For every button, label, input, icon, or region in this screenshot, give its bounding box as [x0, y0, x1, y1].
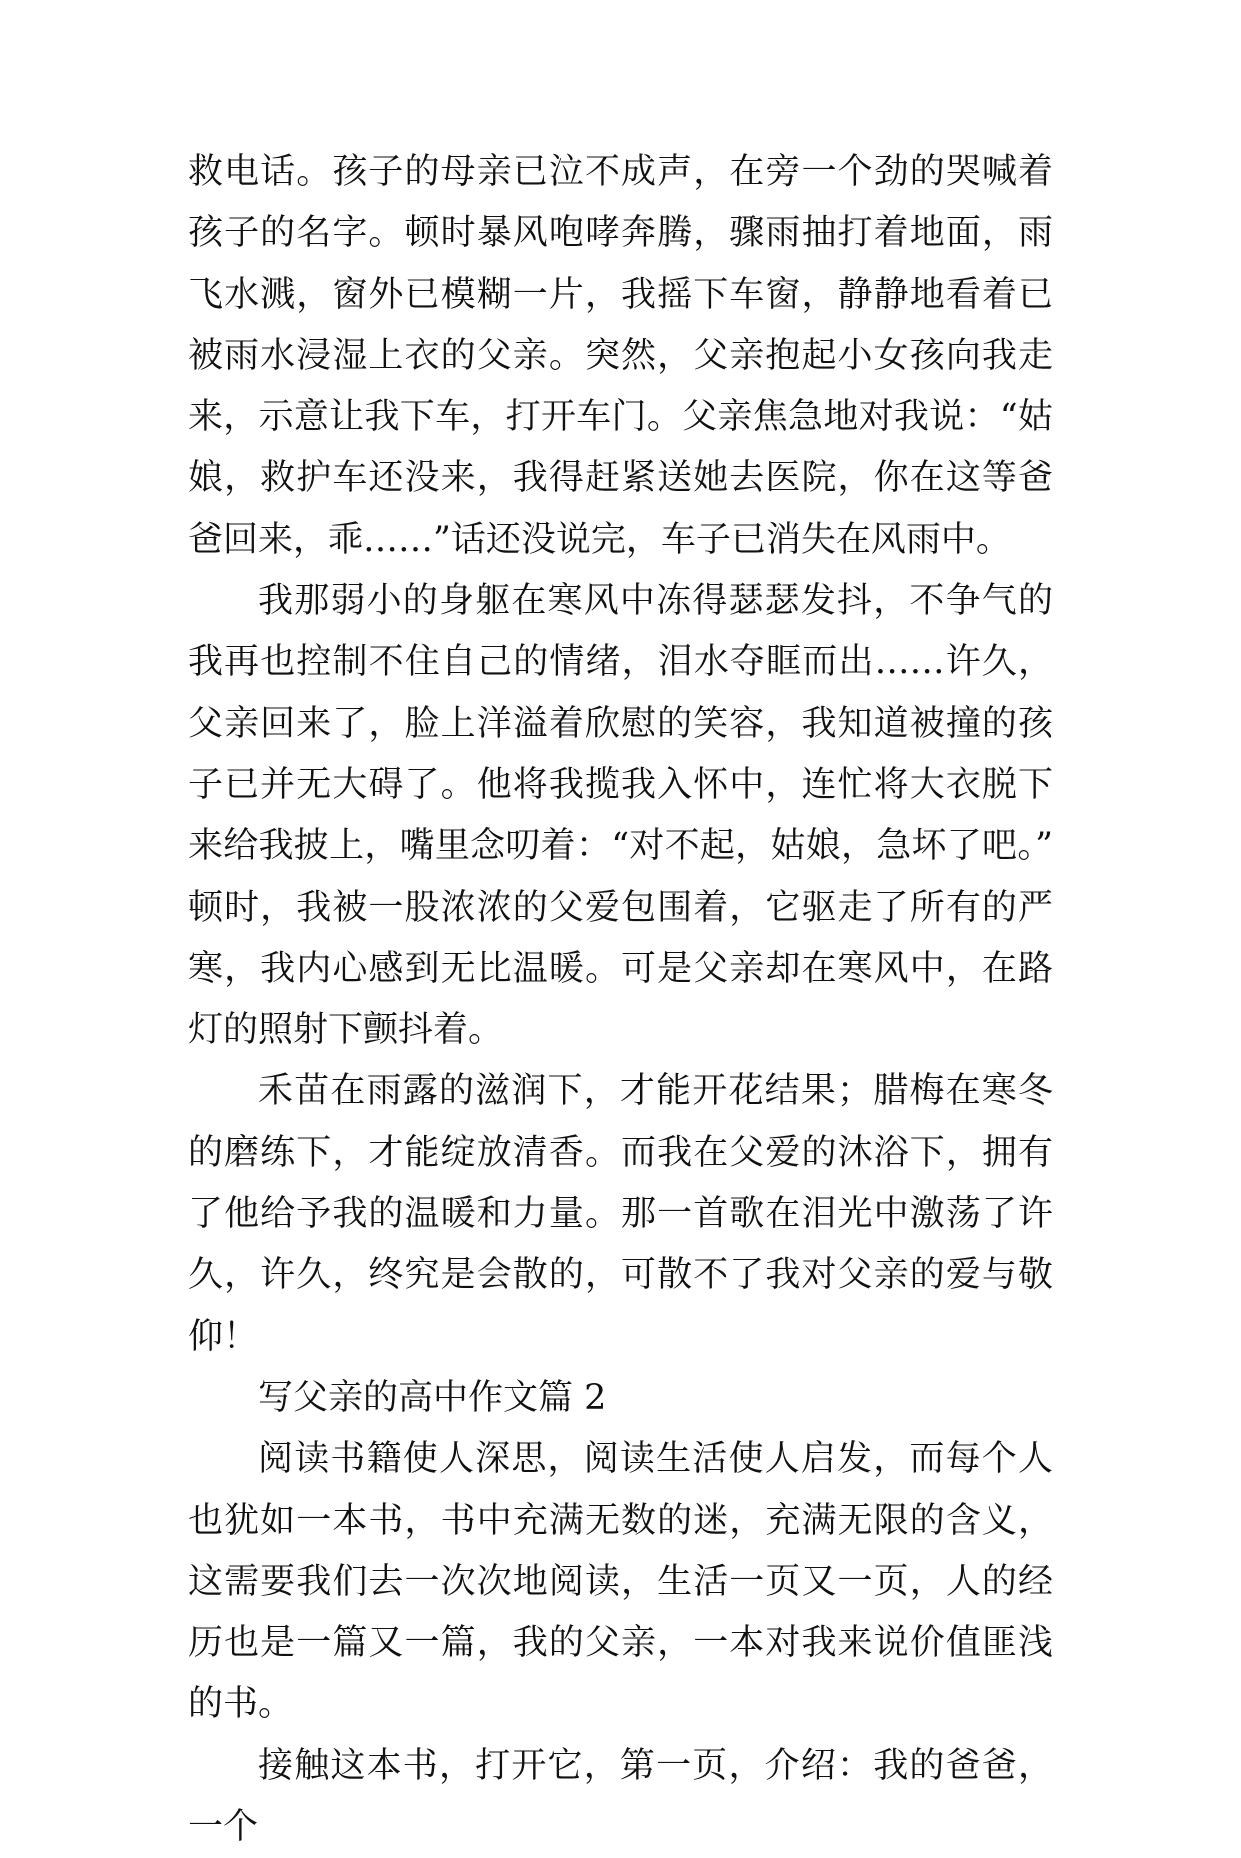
paragraph-continued: 救电话。孩子的母亲已泣不成声，在旁一个劲的哭喊着孩子的名字。顿时暴风咆哮奔腾，骤雨抽打着地面，雨飞水溅，窗外已模糊一片，我摇下车窗，静静地看着已被雨水浸湿上衣的父亲。突然，父亲抱起小女孩向我走来，示意让我下车，打开车门。父亲焦急地对我说：“姑娘，救护车还没来，我得赶紧送她去医院，你在这等爸爸回来，乖……”话还没说完，车子已消失在风雨中。	[188, 152, 1053, 560]
paragraph: 我那弱小的身躯在寒风中冻得瑟瑟发抖，不争气的我再也控制不住自己的情绪，泪水夺眶而出……许久，父亲回来了，脸上洋溢着欣慰的笑容，我知道被撞的孩子已并无大碍了。他将我揽我入怀中，连忙将大衣脱下来给我披上，嘴里念叨着：“对不起，姑娘，急坏了吧。”顿时，我被一股浓浓的父爱包围着，它驱走了所有的严寒，我内心感到无比温暖。可是父亲却在寒风中，在路灯的照射下颤抖着。	[188, 581, 1053, 1051]
paragraph: 接触这本书，打开它，第一页，介绍：我的爸爸，一个	[188, 1745, 1053, 1848]
document-body	[188, 142, 1053, 1858]
section-heading: 写父亲的高中作文篇 2	[258, 1377, 607, 1418]
paragraph: 禾苗在雨露的滋润下，才能开花结果；腊梅在寒冬的磨练下，才能绽放清香。而我在父爱的沐浴下，拥有了他给予我的温暖和力量。那一首歌在泪光中激荡了许久，许久，终究是会散的，可散不了我对父亲的爱与敬仰！	[188, 1071, 1053, 1357]
paragraph: 阅读书籍使人深思，阅读生活使人启发，而每个人也犹如一本书，书中充满无数的迷，充满无限的含义，这需要我们去一次次地阅读，生活一页又一页，人的经历也是一篇又一篇，我的父亲，一本对我来说价值匪浅的书。	[188, 1439, 1053, 1725]
